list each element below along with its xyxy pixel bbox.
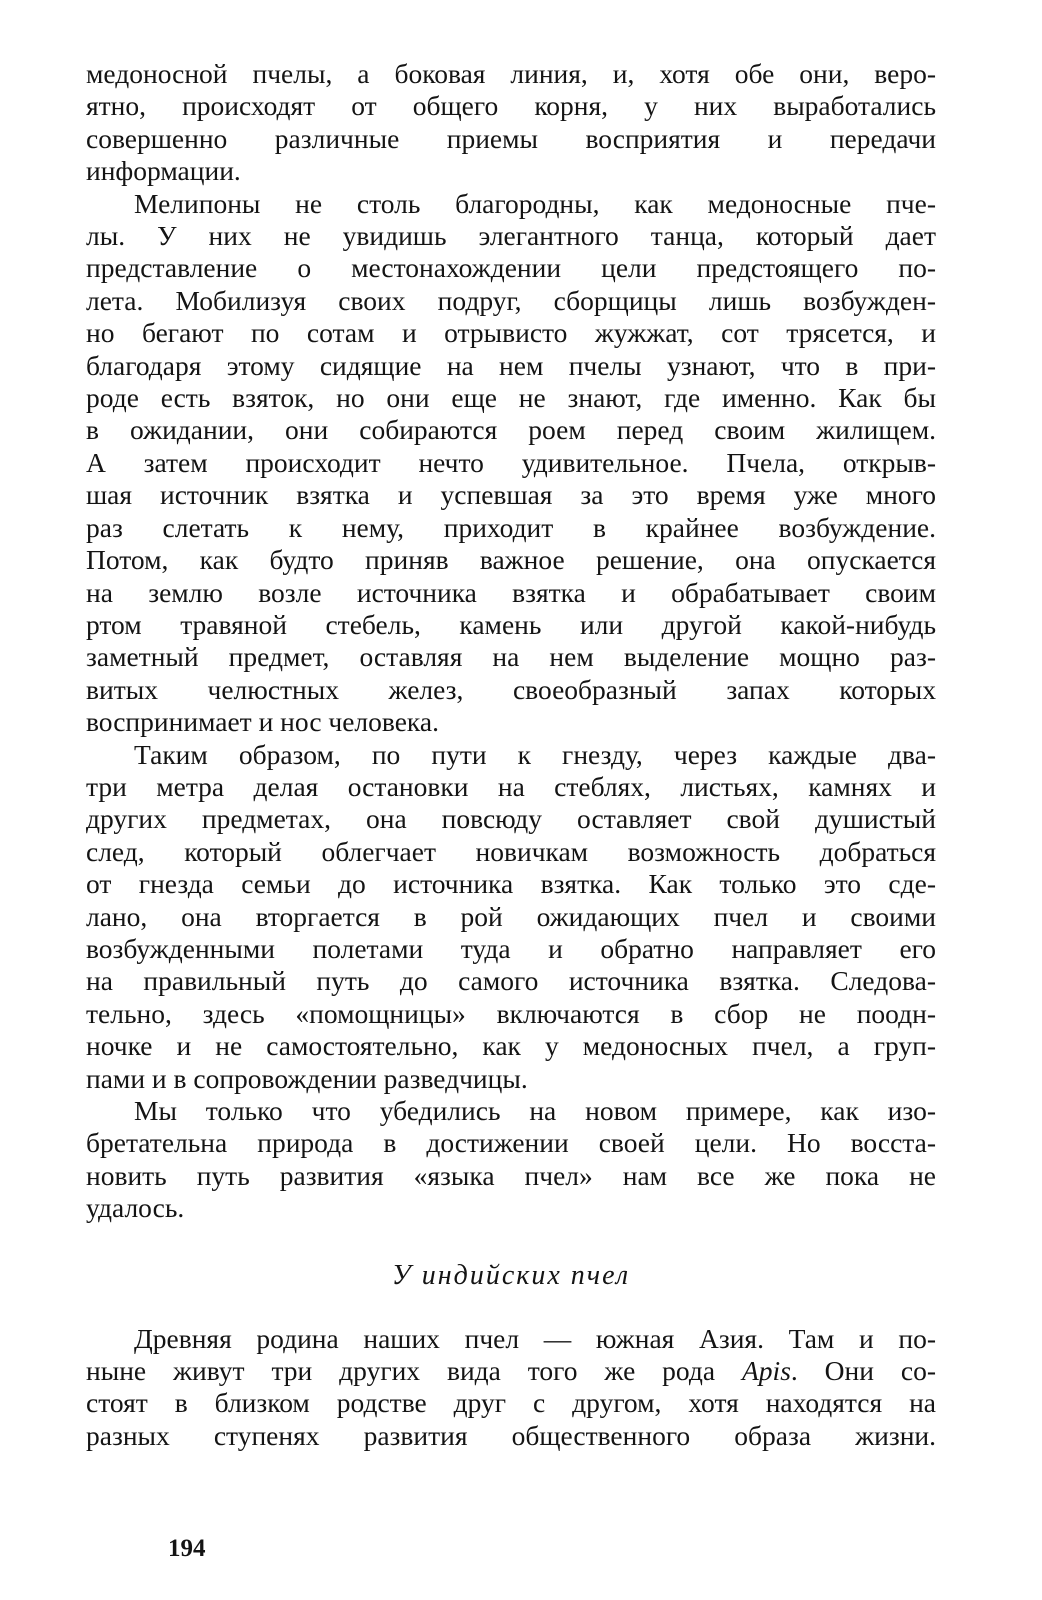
paragraph-1	[86, 58, 936, 188]
paragraph-4	[86, 1095, 936, 1225]
text-line: ночке и не самостоятельно, как у медоносных пчел, а груп-	[86, 1030, 936, 1062]
text-line: информации.	[86, 155, 241, 187]
text-line: совершенно различные приемы восприятия и передачи	[86, 122, 936, 154]
text-fragment: ныне живут три других вида того же рода	[86, 1355, 716, 1387]
text-line: стоят в близком родстве друг с другом, хотя находятся на	[86, 1387, 936, 1419]
text-line: бретательна природа в достижении своей цели. Но восста-	[86, 1127, 936, 1159]
text-line: три метра делая остановки на стеблях, листьях, камнях и	[86, 770, 936, 802]
text-line: лы. У них не увидишь элегантного танца, который дает	[86, 220, 936, 252]
text-line: лано, она вторгается в рой ожидающих пчел и своими	[86, 900, 936, 932]
text-line: разных ступенях развития общественного образа жизни.	[86, 1419, 936, 1451]
paragraph-2	[86, 188, 936, 739]
text-line: возбужденными полетами туда и обратно направляет его	[86, 932, 936, 964]
text-line: медоносной пчелы, а боковая линия, и, хотя обе они, веро-	[86, 58, 936, 89]
text-line: представление о местонахождении цели предстоящего по-	[86, 252, 936, 284]
text-line: Потом, как будто приняв важное решение, она опускается	[86, 544, 936, 576]
text-line: ятно, происходят от общего корня, у них выработались	[86, 90, 936, 122]
text-line: след, который облегчает новичкам возможность добраться	[86, 835, 936, 867]
section-heading: У индийских пчел	[391, 1259, 631, 1291]
text-fragment: . Они со-	[790, 1355, 936, 1387]
text-line: Древняя родина наших пчел — южная Азия. Там и по-	[134, 1322, 936, 1354]
text-line: пами и в сопровождении разведчицы.	[86, 1062, 528, 1094]
latin-genus-name: Apis	[742, 1355, 791, 1387]
text-line: лета. Мобилизуя своих подруг, сборщицы лишь возбужден-	[86, 284, 936, 316]
text-line: воспринимает и нос человека.	[86, 706, 439, 738]
text-line: витых челюстных желез, своеобразный запах которых	[86, 673, 936, 705]
text-line: роде есть взяток, но они еще не знают, где именно. Как бы	[86, 382, 936, 414]
text-line: Таким образом, по пути к гнезду, через каждые два-	[134, 738, 936, 770]
text-line: на правильный путь до самого источника взятка. Следова-	[86, 965, 936, 997]
text-line: раз слетать к нему, приходит в крайнее возбуждение.	[86, 511, 936, 543]
text-line: Мелипоны не столь благородны, как медоносные пче-	[134, 187, 936, 219]
page-text	[86, 58, 936, 1452]
text-line: ртом травяной стебель, камень или другой какой-нибудь	[86, 608, 936, 640]
text-line	[86, 1355, 936, 1387]
text-line: заметный предмет, оставляя на нем выделение мощно раз-	[86, 641, 936, 673]
text-line: Мы только что убедились на новом примере, как изо-	[134, 1095, 936, 1126]
text-line: А затем происходит нечто удивительное. Пчела, открыв-	[86, 446, 936, 478]
text-line: от гнезда семьи до источника взятка. Как только это сде-	[86, 868, 936, 900]
text-line: но бегают по сотам и отрывисто жужжат, сот трясется, и	[86, 317, 936, 349]
text-line: тельно, здесь «помощницы» включаются в сбор не поодн-	[86, 997, 936, 1029]
text-line: удалось.	[86, 1192, 185, 1224]
text-line: новить путь развития «языка пчел» нам все же пока не	[86, 1159, 936, 1191]
text-line: на землю возле источника взятка и обрабатывает своим	[86, 576, 936, 608]
page-number: 194	[168, 1535, 206, 1562]
text-line: других предметах, она повсюду оставляет свой душистый	[86, 803, 936, 835]
text-line: шая источник взятка и успевшая за это время уже много	[86, 479, 936, 511]
paragraph-5	[86, 1323, 936, 1453]
text-line: благодаря этому сидящие на нем пчелы узнают, что в при-	[86, 349, 936, 381]
paragraph-3	[86, 739, 936, 1095]
text-line: в ожидании, они собираются роем перед своим жилищем.	[86, 414, 936, 446]
